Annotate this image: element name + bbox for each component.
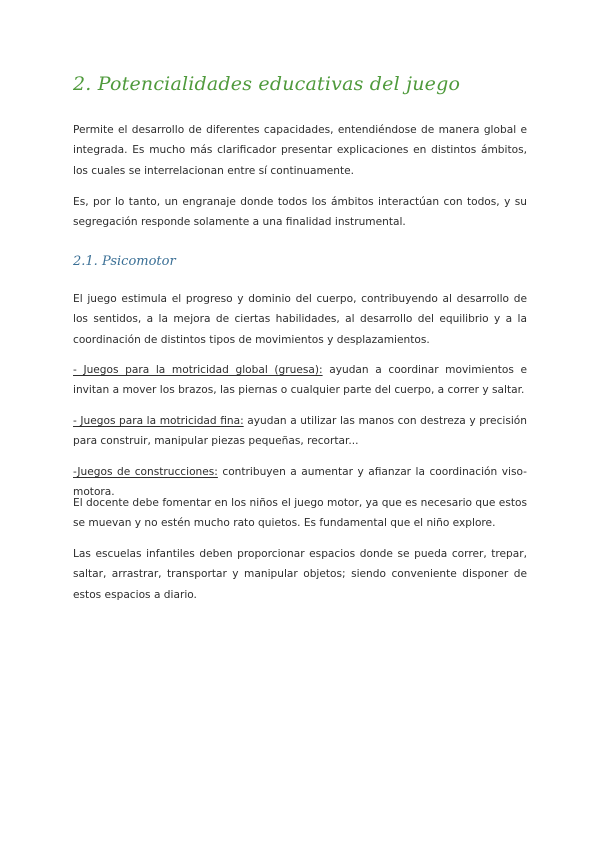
section-heading: 2. Potencialidades educativas del juego [73,73,461,95]
list-item-text: ayudan a coordinar movimientos e invitan a mover los brazos, las piernas o cualquier parte del cuerpo, a correr y saltar. [73,364,527,397]
closing-paragraph-2: Las escuelas infantiles deben proporcionar espacios donde se pueda correr, trepar, saltar, arrastrar, transportar y manipular objetos; siendo conveniente disponer de estos espacios a diario. [73,548,527,601]
list-item-label: - Juegos para la motricidad global (gruesa): [73,364,323,376]
psicomotor-paragraph: El juego estimula el progreso y dominio del cuerpo, contribuyendo al desarrollo de los sentidos, a la mejora de ciertas habilidades, al desarrollo del equilibrio y a la coordinación de distintos tipos de movimientos y desplazamientos. [73,293,527,346]
closing-paragraph-1: El docente debe fomentar en los niños el juego motor, ya que es necesario que estos se muevan y no estén mucho rato quietos. Es fundamental que el niño explore. [73,497,527,530]
subsection-heading: 2.1. Psicomotor [73,254,176,269]
intro-paragraph-2: Es, por lo tanto, un engranaje donde todos los ámbitos interactúan con todos, y su segregación responde solamente a una finalidad instrumental. [73,196,527,229]
list-item-label: - Juegos para la motricidad fina: [73,415,244,427]
intro-paragraph-1: Permite el desarrollo de diferentes capacidades, entendiéndose de manera global e integrada. Es mucho más clarificador presentar explicaciones en distintos ámbitos, los cuales se interrelacionan entre sí continuamente. [73,124,527,177]
list-item-label: -Juegos de construcciones: [73,466,218,478]
list-item-motricidad-global [73,360,527,401]
list-item-text: contribuyen a aumentar y afianzar la coordinación viso-motora. [73,466,527,499]
list-item-motricidad-fina [73,411,527,452]
list-item-text: ayudan a utilizar las manos con destreza y precisión para construir, manipular piezas pequeñas, recortar... [73,415,527,448]
